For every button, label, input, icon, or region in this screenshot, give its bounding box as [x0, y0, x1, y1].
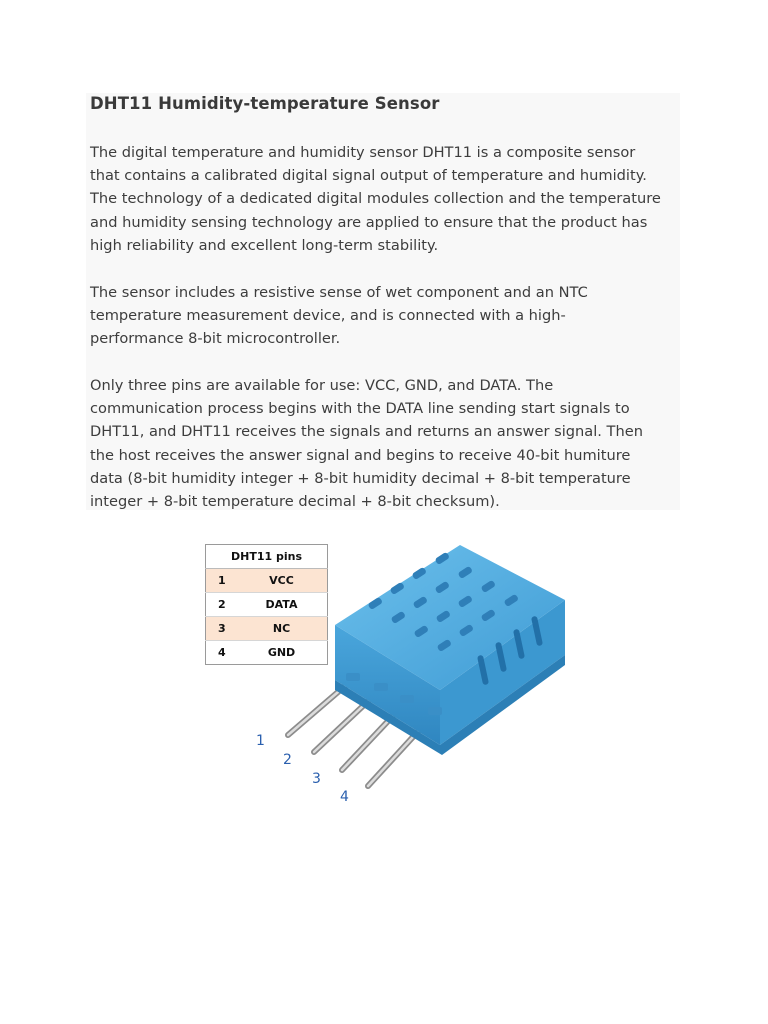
- paragraph-line: high reliability and excellent long-term stability.: [90, 236, 439, 254]
- pin-name: DATA: [249, 593, 328, 617]
- table-row: [206, 593, 328, 617]
- paragraph-line: DHT11, and DHT11 receives the signals and returns an answer signal. Then: [90, 423, 643, 441]
- dht11-figure: [190, 530, 580, 820]
- paragraph-components: [90, 281, 588, 351]
- paragraph-line: The technology of a dedicated digital modules collection and the temperature: [90, 190, 661, 208]
- pin-number: 1: [206, 569, 250, 593]
- pin-number: 3: [206, 617, 250, 641]
- paragraph-line: data (8-bit humidity integer + 8-bit humidity decimal + 8-bit temperature: [90, 469, 631, 487]
- pin-label-1: 1: [256, 733, 265, 749]
- table-row: [206, 569, 328, 593]
- paragraph-line: integer + 8-bit temperature decimal + 8-bit checksum).: [90, 493, 500, 511]
- paragraph-line: communication process begins with the DATA line sending start signals to: [90, 400, 630, 418]
- pin-table: [205, 544, 328, 665]
- pin-label-3: 3: [312, 771, 321, 787]
- pin-name: VCC: [249, 569, 328, 593]
- pin-label-4: 4: [340, 789, 349, 805]
- paragraph-line: The digital temperature and humidity sensor DHT11 is a composite sensor: [90, 144, 636, 161]
- pin-number: 4: [206, 641, 250, 665]
- paragraph-line: Only three pins are available for use: VCC, GND, and DATA. The: [90, 377, 554, 394]
- paragraph-line: The sensor includes a resistive sense of wet component and an NTC: [90, 284, 588, 301]
- pin-table-header: DHT11 pins: [206, 545, 328, 569]
- article-section: [86, 93, 680, 510]
- table-row: [206, 617, 328, 641]
- pin-label-2: 2: [283, 752, 292, 768]
- paragraph-line: the host receives the answer signal and begins to receive 40-bit humiture: [90, 446, 631, 464]
- paragraph-line: that contains a calibrated digital signal output of temperature and humidity.: [90, 167, 647, 185]
- paragraph-line: temperature measurement device, and is connected with a high-: [90, 307, 566, 325]
- paragraph-pins: [90, 374, 643, 513]
- pin-number: 2: [206, 593, 250, 617]
- paragraph-line: and humidity sensing technology are applied to ensure that the product has: [90, 213, 648, 231]
- article-title: DHT11 Humidity-temperature Sensor: [90, 94, 440, 113]
- paragraph-intro: [90, 141, 661, 257]
- pin-name: GND: [249, 641, 328, 665]
- paragraph-line: performance 8-bit microcontroller.: [90, 330, 341, 348]
- pin-name: NC: [249, 617, 328, 641]
- table-row: [206, 641, 328, 665]
